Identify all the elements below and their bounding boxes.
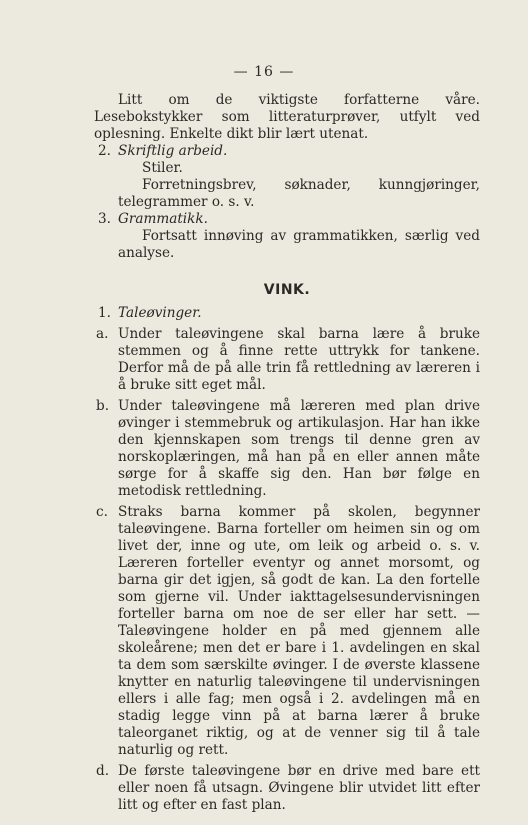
intro-paragraph: Litt om de viktigste forfatterne våre. Lesebokstykker som litteraturprøver, utfylt ved oplesning. Enkelte dikt blir lært utenat. [94, 92, 480, 142]
item-title: Skriftlig arbeid. [118, 143, 228, 159]
subitem-text: Straks barna kommer på skolen, begynner taleøvingene. Barna forteller om heimen sin og om livet der, inne og ute, om leik og arbeid o. s. v. Læreren forteller eventyr og annet morsomt, og barna gir det igjen, så godt de kan. La den fortelle som gjerne vil. Under iakttagelsesundervisningen forteller barna om noe de ser eller har sett. — Taleøvingene holder en på med gjennem alle skoleårene; men det er bare i 1. avdelingen en skal ta dem som særskilte øvinger. I de øverste klassene knytter en naturlig taleøvingene til undervisningen ellers i alle fag; men også i 2. avdelingen må en stadig legge vinn på at barna lærer å bruke taleorganet riktig, og at de venner sig til å tale naturlig og rett. [118, 504, 480, 758]
subitem-b [94, 398, 480, 500]
subitem-text: Under taleøvingene skal barna lære å bruke stemmen og å finne rette uttrykk for tankene. Derfor må de på alle trin få rettledning av læreren i å bruke sitt eget mål. [118, 326, 480, 393]
item-line: Forretningsbrev, søknader, kunngjøringer, telegrammer o. s. v. [118, 177, 480, 210]
item-number: 1. [98, 305, 111, 321]
item-grammatikk [94, 211, 480, 262]
item-title: Grammatikk. [118, 211, 208, 227]
section-heading: VINK. [263, 282, 311, 298]
subitem-letter: b. [96, 398, 110, 414]
subitem-c [94, 504, 480, 759]
page-number: — 16 — [233, 64, 295, 80]
subitem-d [94, 763, 480, 814]
subitem-text: Under taleøvingene må læreren med plan drive øvinger i stemmebruk og artikulasjon. Har han ikke den kjennskapen som trengs til denne gren av norskoplæringen, må han på en eller annen måte sørge for å skaffe sig den. Han bør følge en metodisk rettledning. [118, 398, 480, 499]
item-taleovinger [94, 305, 480, 322]
item-skriftlig-arbeid [94, 143, 480, 211]
subitem-letter: a. [96, 326, 109, 342]
subitem-text: De første taleøvingene bør en drive med bare ett eller noen få utsagn. Øvingene blir utvidet litt efter litt og efter en fast plan. [118, 763, 480, 813]
item-line: Stiler. [142, 160, 183, 176]
item-title: Taleøvinger. [118, 305, 202, 321]
item-line: Fortsatt innøving av grammatikken, særlig ved analyse. [118, 228, 480, 261]
subitem-letter: c. [96, 504, 108, 520]
subitem-letter: d. [96, 763, 110, 779]
body-text [94, 92, 480, 814]
item-number: 3. [98, 211, 111, 227]
subitem-a [94, 326, 480, 394]
item-number: 2. [98, 143, 111, 159]
